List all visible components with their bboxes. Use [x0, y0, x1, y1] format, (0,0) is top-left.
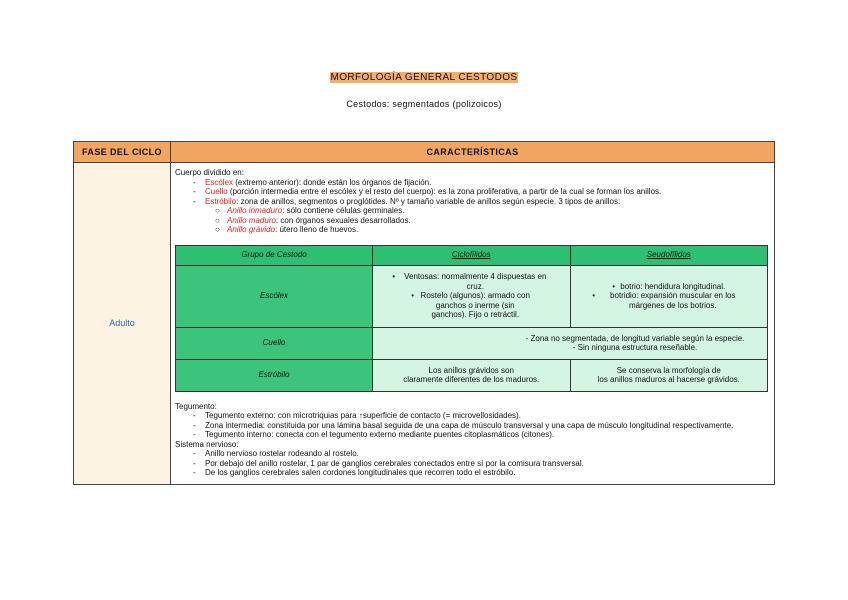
- part-estrobilo: - Estróbilo: zona de anillos, segmentos o proglótides. Nº y tamaño variable de anillos según especie. 3 tipos de anillos:: [193, 196, 621, 206]
- cestode-group-table: [175, 245, 768, 392]
- seudofilidos-estrobilo: Se conserva la morfología de los anillos maduros al hacerse grávidos.: [570, 359, 768, 391]
- ring-maduro: ○ Anillo maduro: con órganos sexuales desarrollados.: [215, 215, 411, 225]
- row-label-escolex: Escólex: [176, 265, 373, 327]
- morphology-table: [73, 141, 775, 485]
- ciclofilidos-estrobilo: Los anillos grávidos son claramente diferentes de los maduros.: [373, 359, 571, 391]
- header-characteristics: CARACTERÍSTICAS: [171, 142, 775, 163]
- nervioso-item: - Anillo nervioso rostelar rodeando al rostelo.: [193, 449, 359, 458]
- tegumento-item: - Tegumento interno: conecta con el tegumento externo mediante puentes citoplasmáticos (citones).: [193, 430, 555, 439]
- document-subtitle: Cestodos: segmentados (polizoicos): [346, 99, 502, 109]
- cuello-description: - Zona no segmentada, de longitud variable según la especie. - Sin ninguna estructura reseñable.: [373, 327, 768, 359]
- nervioso-item: - Por debajo del anillo rostelar, 1 par de ganglios cerebrales conectados entre sí por la comisura transversal.: [193, 458, 584, 468]
- phase-adult: Adulto: [74, 163, 171, 485]
- row-label-cuello: Cuello: [176, 327, 373, 359]
- part-escolex: - Escólex (extremo anterior): donde están los órganos de fijación.: [193, 177, 432, 187]
- body-intro: Cuerpo dividido en:: [175, 168, 244, 177]
- ring-gravido: ○ Anillo grávido: útero lleno de huevos.: [215, 225, 359, 234]
- row-label-estrobilo: Estróbilo: [176, 359, 373, 391]
- tegumento-item: - Tegumento externo: con microtriquias para ↑superficie de contacto (= microvellosidades).: [193, 411, 521, 420]
- document-title: MORFOLOGÍA GENERAL CESTODOS: [330, 72, 518, 83]
- tegumento-item: - Zona intermedia: constituida por una lámina basal seguida de una capa de músculo transversal y una capa de músculo longitudinal respectivamente.: [193, 420, 734, 430]
- tegumento-title: Tegumento:: [175, 401, 217, 411]
- inner-header-seudofilidos: Seudofílidos: [570, 245, 768, 265]
- ciclofilidos-escolex: • Ventosas: normalmente 4 dispuestas en cruz. • Rostelo (algunos): armado con ganchos o inerme (sin ganchos). Fijo o retráctil.: [373, 265, 571, 327]
- inner-header-ciclofilidos: Ciclofílidos: [373, 245, 571, 265]
- inner-header-group: Grupo de Cestodo: [176, 245, 373, 265]
- nervioso-title: Sistema nervioso:: [175, 439, 239, 449]
- nervioso-item: - De los ganglios cerebrales salen cordones longitudinales que recorren todo el estróbilo.: [193, 468, 516, 477]
- ring-inmaduro: ○ Anillo inmaduro: sólo contiene células germinales.: [215, 206, 405, 215]
- header-phase: FASE DEL CICLO: [74, 142, 171, 163]
- seudofilidos-escolex: • botrio: hendidura longitudinal. • botridio: expansión muscular en los márgenes de los botrios.: [570, 265, 768, 327]
- part-cuello: - Cuello (porción intermedia entre el escólex y el resto del cuerpo): es la zona proliferativa, a partir de la cual se forman los anillos.: [193, 187, 662, 196]
- characteristics-cell: [171, 163, 775, 485]
